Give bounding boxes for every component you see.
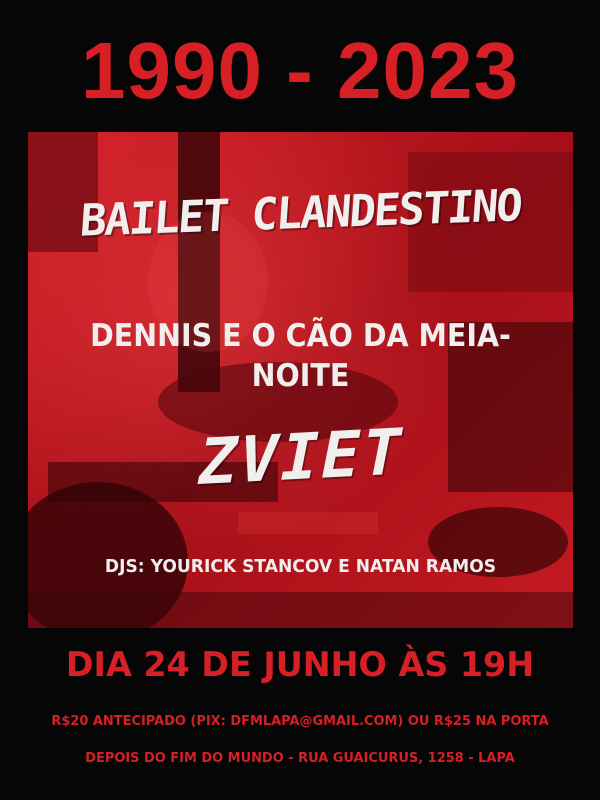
band-photo xyxy=(28,132,573,628)
years-headline: 1990 - 2023 xyxy=(80,26,520,115)
band-name-3: ZVIET xyxy=(190,415,411,501)
venue-address: DEPOIS DO FIM DO MUNDO - RUA GUAICURUS, 1258 - LAPA xyxy=(85,750,515,766)
band-name-2: DENNIS E O CÃO DA MEIA-NOITE xyxy=(90,318,511,394)
band-name-1: BAILET CLANDESTINO xyxy=(78,180,523,247)
ticket-price: R$20 ANTECIPADO (PIX: DFMLAPA@GMAIL.COM) OU R$25 NA PORTA xyxy=(51,713,549,729)
djs-line: DJS: YOURICK STANCOV E NATAN RAMOS xyxy=(104,556,497,577)
event-date: DIA 24 DE JUNHO ÀS 19H xyxy=(65,645,535,685)
